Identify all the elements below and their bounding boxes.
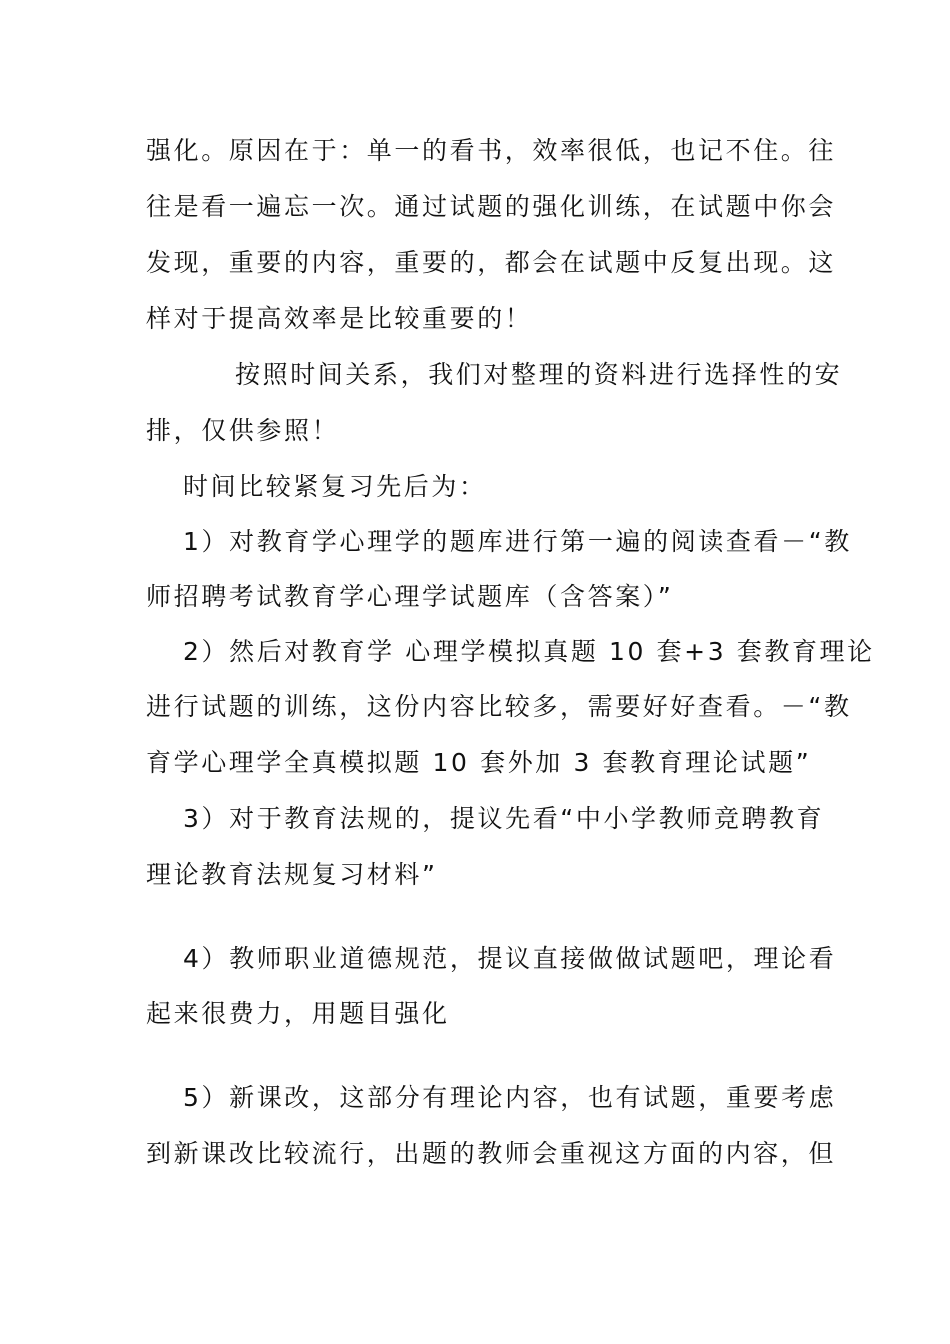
text-line: 育学心理学全真模拟题 10 套外加 3 套教育理论试题”: [146, 748, 812, 777]
list-item-3: 3）对于教育法规的，提议先看“中小学教师竞聘教育: [183, 804, 825, 833]
list-item-4: 4）教师职业道德规范，提议直接做做试题吧，理论看: [183, 944, 837, 973]
section-heading: 时间比较紧复习先后为：: [183, 472, 487, 501]
text-line: 进行试题的训练，这份内容比较多，需要好好查看。－“教: [146, 692, 852, 721]
list-item-5: 5）新课改，这部分有理论内容，也有试题，重要考虑: [183, 1083, 837, 1112]
text-line: 往是看一遍忘一次。通过试题的强化训练，在试题中你会: [146, 192, 837, 221]
list-item-2: 2）然后对教育学 心理学模拟真题 10 套+3 套教育理论: [183, 637, 875, 666]
text-line: 强化。原因在于：单一的看书，效率很低，也记不住。往: [146, 136, 837, 165]
text-line: 发现，重要的内容，重要的，都会在试题中反复出现。这: [146, 248, 837, 277]
text-line: 起来很费力，用题目强化: [146, 999, 450, 1028]
paragraph-start: 按照时间关系，我们对整理的资料进行选择性的安: [235, 360, 843, 389]
text-line: 样对于提高效率是比较重要的！: [146, 304, 533, 333]
text-line: 师招聘考试教育学心理学试题库（含答案）”: [146, 582, 674, 611]
text-line: 理论教育法规复习材料”: [146, 860, 438, 889]
text-line: 排，仅供参照！: [146, 416, 340, 445]
list-item-1: 1）对教育学心理学的题库进行第一遍的阅读查看－“教: [183, 527, 852, 556]
text-line: 到新课改比较流行，出题的教师会重视这方面的内容，但: [146, 1139, 837, 1168]
